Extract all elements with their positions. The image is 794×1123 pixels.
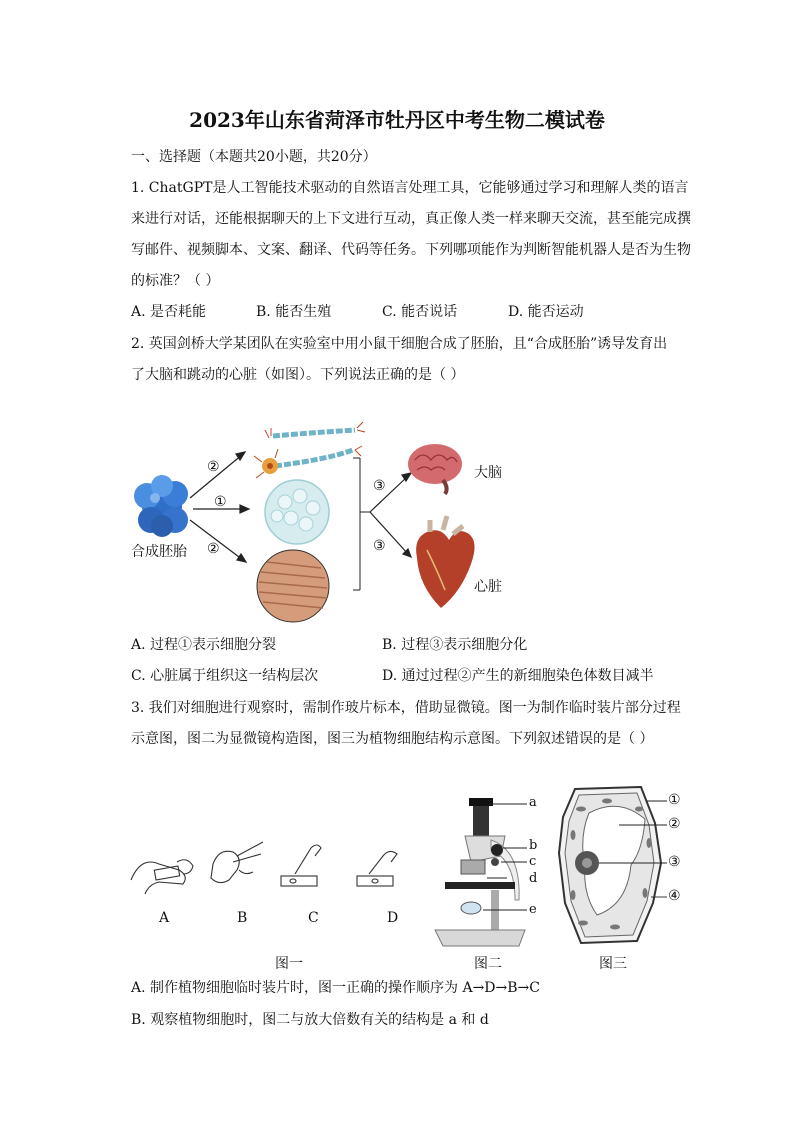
slide-preparation-figure xyxy=(125,840,415,910)
stage xyxy=(445,882,515,889)
step-c-slide xyxy=(281,876,317,886)
process-3-bottom-label: ③ xyxy=(373,538,386,554)
embryo-development-figure xyxy=(125,410,525,625)
q1-line-1: 1. ChatGPT是人工智能技术驱动的自然语言处理工具，它能够通过学习和理解人类的语言 xyxy=(131,180,689,196)
q1-line-3: 写邮件、视频脚本、文案、翻译、代码等任务。下列哪项能作为判断智能机器人是否为生物 xyxy=(131,242,691,258)
fig2-label-d: d xyxy=(529,871,538,886)
muscle-tissue-image xyxy=(257,550,329,622)
page-title: 2023年山东省菏泽市牡丹区中考生物二模试卷 xyxy=(189,108,605,132)
step-a-hands xyxy=(131,862,185,894)
mirror xyxy=(461,902,481,914)
q3-option-a: A. 制作植物细胞临时装片时，图一正确的操作顺序为 A→D→B→C xyxy=(131,980,540,996)
fig1-label-b: B xyxy=(237,910,248,926)
q2-line-1: 2. 英国剑桥大学某团队在实验室中用小鼠干细胞合成了胚胎，且“合成胚胎”诱导发育出 xyxy=(131,336,668,352)
fig1-label-d: D xyxy=(387,910,399,926)
q1-line-2: 来进行对话，还能根据聊天的上下文进行互动，真正像人类一样来聊天交流，甚至能完成撰 xyxy=(131,211,691,227)
step-b-hands xyxy=(211,851,239,882)
fig1-caption: 图一 xyxy=(275,956,303,972)
section-heading: 一、选择题（本题共20小题，共20分） xyxy=(131,149,377,165)
q3-line-2: 示意图，图二为显微镜构造图，图三为植物细胞结构示意图。下列叙述错误的是（ ） xyxy=(131,731,654,747)
process-2-bottom-label: ② xyxy=(207,541,220,557)
q3-option-b: B. 观察植物细胞时，图二与放大倍数有关的结构是 a 和 d xyxy=(131,1012,489,1028)
fig3-label-4: ④ xyxy=(668,888,681,904)
fig3-label-1: ① xyxy=(668,792,681,808)
q3-line-1: 3. 我们对细胞进行观察时，需制作玻片标本，借助显微镜。图一为制作临时装片部分过程 xyxy=(131,700,681,716)
fig1-label-c: C xyxy=(308,910,319,926)
plant-cell-figure xyxy=(553,783,673,948)
process-3-top-label: ③ xyxy=(373,478,386,494)
heart-image xyxy=(416,516,474,608)
q2-option-d: D. 通过过程②产生的新细胞染色体数目减半 xyxy=(382,668,654,684)
q1-line-4: 的标准？（ ） xyxy=(131,273,220,289)
objective-turret xyxy=(461,860,485,874)
synthetic-embryo-label: 合成胚胎 xyxy=(131,544,187,560)
q1-option-d: D. 能否运动 xyxy=(508,304,584,320)
eyepiece xyxy=(473,802,489,836)
fine-focus-knob xyxy=(491,858,499,866)
process-1-label: ① xyxy=(214,494,227,510)
coarse-focus-knob xyxy=(491,844,503,856)
microscope-base xyxy=(435,930,525,946)
q1-option-c: C. 能否说话 xyxy=(382,304,458,320)
fig3-label-3: ③ xyxy=(668,854,681,870)
q2-line-2: 了大脑和跳动的心脏（如图）。下列说法正确的是（ ） xyxy=(131,367,465,383)
q2-option-a: A. 过程①表示细胞分裂 xyxy=(131,637,277,653)
neuron-image xyxy=(254,422,365,478)
synthetic-embryo-image xyxy=(134,475,188,537)
q1-option-b: B. 能否生殖 xyxy=(256,304,332,320)
q1-option-a: A. 是否耗能 xyxy=(131,304,207,320)
brain-label: 大脑 xyxy=(474,465,502,481)
fig2-label-e: e xyxy=(529,902,537,917)
fig2-label-c: c xyxy=(529,854,537,869)
brain-image xyxy=(408,444,462,494)
cell-cluster-image xyxy=(265,480,329,544)
fig2-caption: 图二 xyxy=(474,956,502,972)
fig2-label-b: b xyxy=(529,838,538,853)
fig3-caption: 图三 xyxy=(599,956,627,972)
step-d-slide xyxy=(357,876,393,886)
heart-label: 心脏 xyxy=(474,579,502,595)
fig1-label-a: A xyxy=(159,910,170,926)
fig3-label-2: ② xyxy=(668,816,681,832)
microscope-figure xyxy=(425,790,538,950)
fig2-label-a: a xyxy=(529,795,537,810)
q2-option-b: B. 过程③表示细胞分化 xyxy=(382,637,528,653)
process-2-top-label: ② xyxy=(207,459,220,475)
q2-option-c: C. 心脏属于组织这一结构层次 xyxy=(131,668,319,684)
